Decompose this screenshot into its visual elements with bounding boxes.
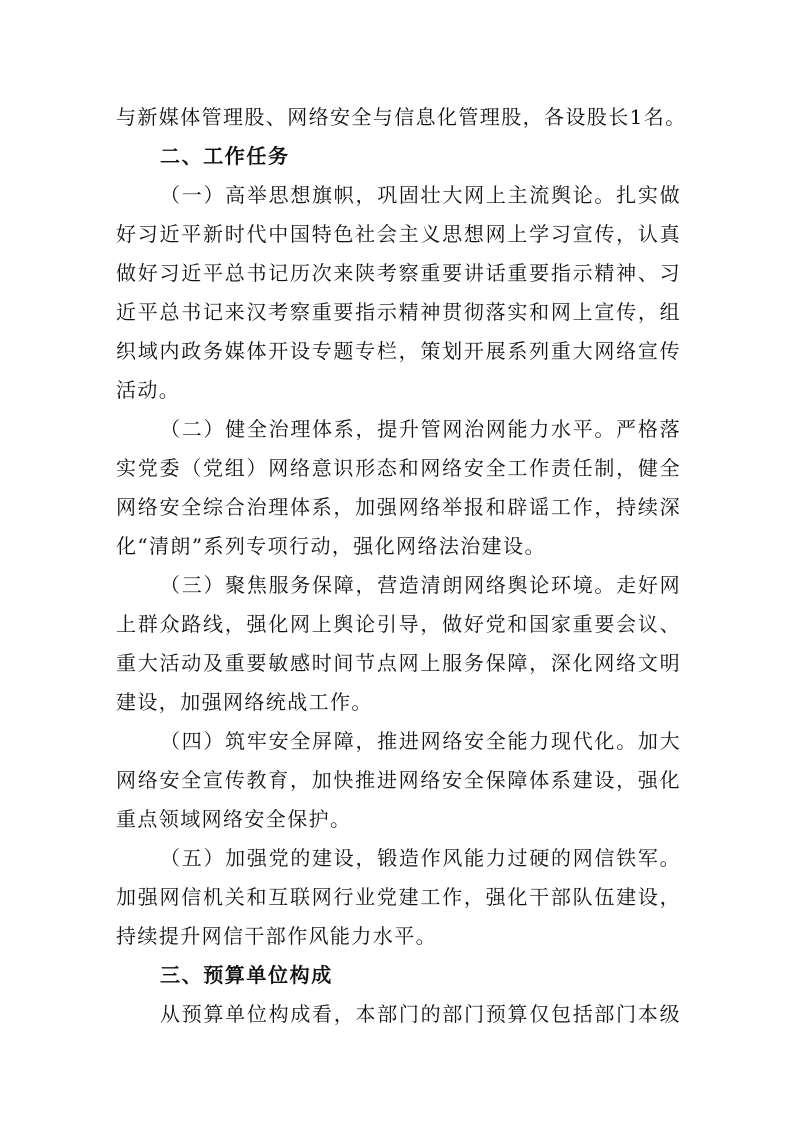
paragraph-3-line: 重大活动及重要敏感时间节点网上服务保障，深化网络文明	[116, 651, 681, 675]
paragraph-3-last-line: 建设，加强网络统战工作。	[116, 690, 373, 714]
section-heading-work-tasks: 二、工作任务	[160, 144, 290, 168]
paragraph-continuation-line: 与新媒体管理股、网络安全与信息化管理股，各设股长1名。	[116, 105, 687, 129]
paragraph-5-last-line: 持续提升网信干部作风能力水平。	[116, 924, 437, 948]
paragraph-2-line: （二）健全治理体系，提升管网治网能力水平。严格落	[160, 417, 681, 441]
paragraph-5-line: 加强网信机关和互联网行业党建工作，强化干部队伍建设，	[116, 885, 681, 909]
paragraph-4-last-line: 重点领域网络安全保护。	[116, 807, 352, 831]
paragraph-1-line: 好习近平新时代中国特色社会主义思想网上学习宣传，认真	[116, 222, 681, 246]
paragraph-1-line: 做好习近平总书记历次来陕考察重要讲话重要指示精神、习	[116, 261, 681, 285]
paragraph-3-line: 上群众路线，强化网上舆论引导，做好党和国家重要会议、	[116, 612, 681, 636]
paragraph-1-line: （一）高举思想旗帜，巩固壮大网上主流舆论。扎实做	[160, 183, 681, 207]
paragraph-1-last-line: 活动。	[116, 378, 181, 402]
paragraph-5-line: （五）加强党的建设，锻造作风能力过硬的网信铁军。	[160, 846, 681, 870]
paragraph-2-last-line: 化“清朗”系列专项行动，强化网络法治建设。	[116, 534, 546, 558]
paragraph-3-line: （三）聚焦服务保障，营造清朗网络舆论环境。走好网	[160, 573, 681, 597]
paragraph-6-line: 从预算单位构成看，本部门的部门预算仅包括部门本级	[160, 1002, 681, 1026]
section-heading-budget-units: 三、预算单位构成	[160, 963, 333, 987]
paragraph-1-line: 织域内政务媒体开设专题专栏，策划开展系列重大网络宣传	[116, 339, 681, 363]
paragraph-1-line: 近平总书记来汉考察重要指示精神贯彻落实和网上宣传，组	[116, 300, 681, 324]
paragraph-2-line: 网络安全综合治理体系，加强网络举报和辟谣工作，持续深	[116, 495, 681, 519]
paragraph-4-line: （四）筑牢安全屏障，推进网络安全能力现代化。加大	[160, 729, 681, 753]
document-body	[116, 98, 687, 1034]
paragraph-2-line: 实党委（党组）网络意识形态和网络安全工作责任制，健全	[116, 456, 681, 480]
paragraph-4-line: 网络安全宣传教育，加快推进网络安全保障体系建设，强化	[116, 768, 681, 792]
